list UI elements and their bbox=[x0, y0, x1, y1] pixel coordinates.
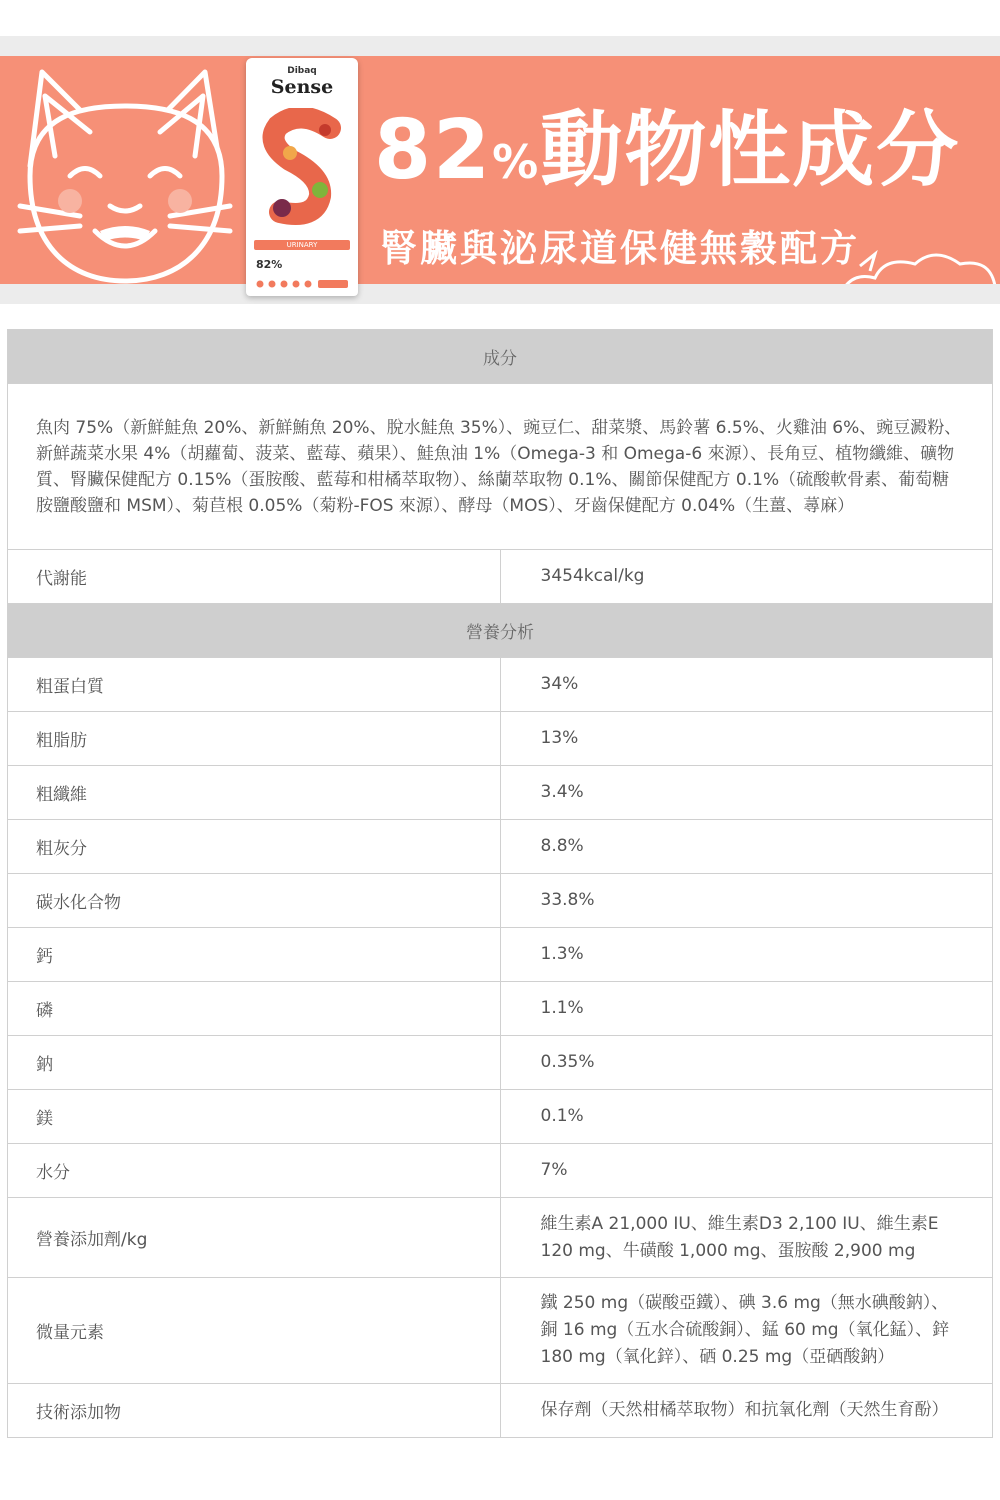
row-value: 8.8% bbox=[500, 820, 993, 874]
row-value: 7% bbox=[500, 1144, 993, 1198]
product-name: Sense bbox=[270, 76, 334, 98]
row-label: 粗蛋白質 bbox=[8, 658, 501, 712]
row-value: 33.8% bbox=[500, 874, 993, 928]
row-label: 鈉 bbox=[8, 1036, 501, 1090]
subline: 腎臟與泌尿道保健無穀配方 bbox=[380, 227, 860, 270]
product-feature-icons bbox=[254, 280, 350, 288]
product-banner bbox=[0, 36, 1000, 304]
table-row bbox=[8, 1278, 993, 1384]
row-value: 0.1% bbox=[500, 1090, 993, 1144]
table-row bbox=[8, 982, 993, 1036]
row-label: 碳水化合物 bbox=[8, 874, 501, 928]
analysis-header: 營養分析 bbox=[8, 604, 993, 658]
product-badge: URINARY bbox=[286, 241, 318, 249]
energy-value: 3454kcal/kg bbox=[500, 550, 993, 604]
product-bag bbox=[246, 58, 358, 296]
food-s-illustration-icon bbox=[260, 108, 344, 228]
headline: 82%動物性成分 bbox=[374, 103, 961, 198]
table-row bbox=[8, 1090, 993, 1144]
table-row bbox=[8, 820, 993, 874]
row-value: 3.4% bbox=[500, 766, 993, 820]
row-label: 粗灰分 bbox=[8, 820, 501, 874]
additives-label: 營養添加劑/kg bbox=[8, 1198, 501, 1278]
cat-illustration-icon bbox=[0, 56, 250, 284]
row-label: 粗纖維 bbox=[8, 766, 501, 820]
row-label: 鎂 bbox=[8, 1090, 501, 1144]
row-label: 鈣 bbox=[8, 928, 501, 982]
row-value: 0.35% bbox=[500, 1036, 993, 1090]
additives-value: 維生素A 21,000 IU、維生素D3 2,100 IU、維生素E 120 mg、牛磺酸 1,000 mg、蛋胺酸 2,900 mg bbox=[500, 1198, 993, 1278]
energy-label: 代謝能 bbox=[8, 550, 501, 604]
ingredients-header-row bbox=[8, 330, 993, 384]
ingredients-row bbox=[8, 384, 993, 550]
row-value: 1.1% bbox=[500, 982, 993, 1036]
tech-value: 保存劑（天然柑橘萃取物）和抗氧化劑（天然生育酚） bbox=[500, 1384, 993, 1438]
row-label: 水分 bbox=[8, 1144, 501, 1198]
table-row bbox=[8, 1036, 993, 1090]
row-value: 13% bbox=[500, 712, 993, 766]
table-row bbox=[8, 766, 993, 820]
table-row bbox=[8, 712, 993, 766]
table-row bbox=[8, 658, 993, 712]
ingredients-text: 魚肉 75%（新鮮鮭魚 20%、新鮮鮪魚 20%、脫水鮭魚 35%）、豌豆仁、甜菜漿、馬鈴薯 6.5%、火雞油 6%、豌豆澱粉、新鮮蔬菜水果 4%（胡蘿蔔、菠菜、藍莓、蘋果）、鮭魚油 1%（Omega-3 和 Omega-6 來源）、長角豆、植物纖維、礦物質、腎臟保健配方 0.15%（蛋胺酸、藍莓和柑橘萃取物）、絲蘭萃取物 0.1%、關節保健配方 0.1%（硫酸軟骨素、葡萄糖胺鹽酸鹽和 MSM）、菊苣根 0.05%（菊粉-FOS 來源）、酵母（MOS）、牙齒保健配方 0.04%（生薑、蕁麻） bbox=[8, 384, 993, 550]
product-percent: 82% bbox=[256, 258, 283, 271]
banner-band bbox=[0, 56, 1000, 284]
table-row bbox=[8, 928, 993, 982]
row-label: 粗脂肪 bbox=[8, 712, 501, 766]
table-row bbox=[8, 874, 993, 928]
table-row bbox=[8, 1198, 993, 1278]
nutrition-table bbox=[7, 329, 993, 1438]
table-row bbox=[8, 1384, 993, 1438]
trace-value: 鐵 250 mg（碳酸亞鐵）、碘 3.6 mg（無水碘酸鈉）、銅 16 mg（五水合硫酸銅）、錳 60 mg（氧化錳）、鋅 180 mg（氧化鋅）、硒 0.25 mg（亞硒酸鈉） bbox=[500, 1278, 993, 1384]
table-row bbox=[8, 550, 993, 604]
tech-label: 技術添加物 bbox=[8, 1384, 501, 1438]
trace-label: 微量元素 bbox=[8, 1278, 501, 1384]
row-value: 34% bbox=[500, 658, 993, 712]
row-value: 1.3% bbox=[500, 928, 993, 982]
product-brand: Dibaq bbox=[287, 66, 317, 76]
row-label: 磷 bbox=[8, 982, 501, 1036]
ingredients-header: 成分 bbox=[8, 330, 993, 384]
analysis-header-row bbox=[8, 604, 993, 658]
table-row bbox=[8, 1144, 993, 1198]
